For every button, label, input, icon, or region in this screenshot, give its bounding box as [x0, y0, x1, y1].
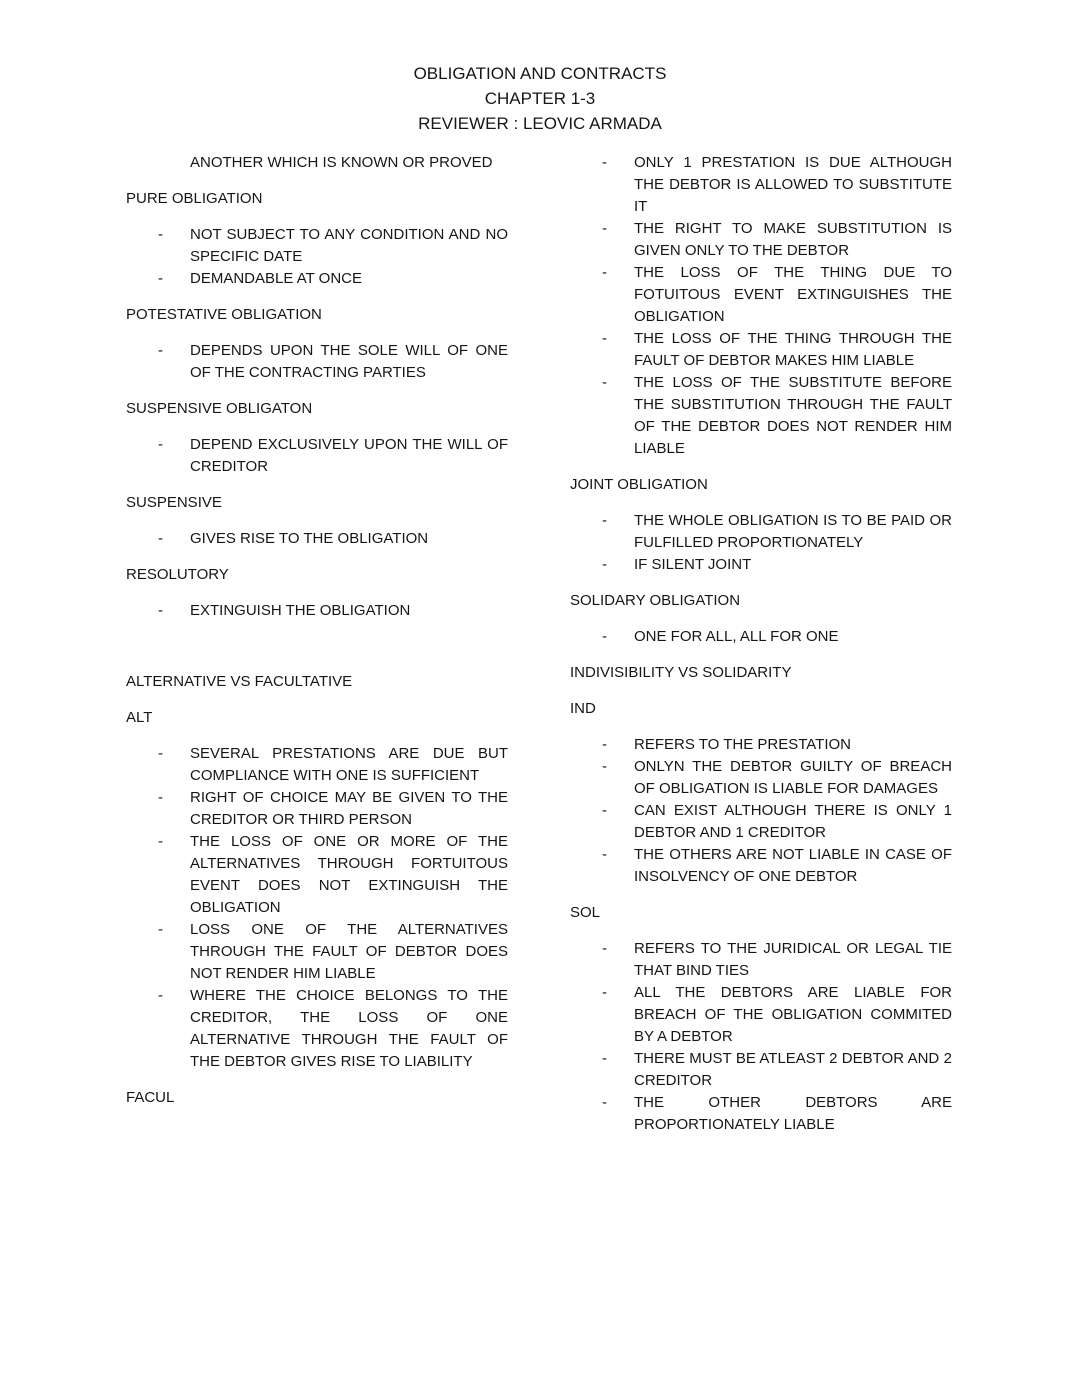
bullet-dash: - — [158, 436, 163, 453]
bullet-dash: - — [602, 802, 607, 819]
bullet-item — [570, 218, 952, 262]
bullet-item — [570, 938, 952, 982]
left-column — [126, 152, 508, 1136]
bullet-item — [126, 268, 508, 290]
bullet-item — [126, 224, 508, 268]
bullet-text: REFERS TO THE PRESTATION — [634, 736, 851, 753]
bullet-text: DEPENDS UPON THE SOLE WILL OF ONE OF THE CONTRACTING PARTIES — [190, 342, 508, 381]
bullet-text: RIGHT OF CHOICE MAY BE GIVEN TO THE CREDITOR OR THIRD PERSON — [190, 789, 508, 828]
bullet-dash: - — [602, 154, 607, 171]
bullet-text: IF SILENT JOINT — [634, 556, 752, 573]
bullet-item — [570, 152, 952, 218]
heading-solidary-obligation: SOLIDARY OBLIGATION — [570, 592, 741, 609]
title-line-2: CHAPTER 1-3 — [484, 89, 596, 108]
bullet-text: REFERS TO THE JURIDICAL OR LEGAL TIE THAT BIND TIES — [634, 940, 952, 979]
bullet-dash: - — [602, 220, 607, 237]
bullet-item — [126, 600, 508, 622]
bullet-item — [570, 372, 952, 460]
bullet-item — [126, 787, 508, 831]
heading-sol: SOL — [570, 904, 601, 921]
bullet-item — [570, 982, 952, 1048]
bullet-dash: - — [158, 987, 163, 1004]
bullet-item — [570, 262, 952, 328]
bullet-item — [570, 800, 952, 844]
bullet-dash: - — [602, 758, 607, 775]
bullet-dash: - — [158, 921, 163, 938]
bullet-text: NOT SUBJECT TO ANY CONDITION AND NO SPECIFIC DATE — [190, 226, 508, 265]
bullet-text: CAN EXIST ALTHOUGH THERE IS ONLY 1 DEBTOR AND 1 CREDITOR — [634, 802, 952, 841]
bullet-item — [570, 554, 952, 576]
heading-indivisibility-vs-solidarity: INDIVISIBILITY VS SOLIDARITY — [570, 664, 792, 681]
heading-resolutory: RESOLUTORY — [126, 566, 229, 583]
bullet-dash: - — [602, 1050, 607, 1067]
bullet-dash: - — [602, 984, 607, 1001]
bullet-dash: - — [602, 512, 607, 529]
bullet-dash: - — [602, 628, 607, 645]
bullet-dash: - — [602, 846, 607, 863]
bullet-text: THE RIGHT TO MAKE SUBSTITUTION IS GIVEN ONLY TO THE DEBTOR — [634, 220, 952, 259]
bullet-text: THE LOSS OF THE THING THROUGH THE FAULT OF DEBTOR MAKES HIM LIABLE — [634, 330, 952, 369]
heading-suspensive: SUSPENSIVE — [126, 494, 222, 511]
bullet-dash: - — [602, 940, 607, 957]
bullet-item — [570, 626, 952, 648]
bullet-item — [126, 528, 508, 550]
bullet-item — [570, 328, 952, 372]
continuation-paragraph: ANOTHER WHICH IS KNOWN OR PROVED — [190, 154, 493, 171]
bullet-dash: - — [602, 264, 607, 281]
bullet-item — [570, 844, 952, 888]
bullet-dash: - — [158, 745, 163, 762]
bullet-text: ONLY 1 PRESTATION IS DUE ALTHOUGH THE DEBTOR IS ALLOWED TO SUBSTITUTE IT — [634, 154, 952, 215]
document-title — [0, 61, 1080, 136]
bullet-text: THE LOSS OF ONE OR MORE OF THE ALTERNATIVES THROUGH FORTUITOUS EVENT DOES NOT EXTINGUISH THE OBLIGATION — [190, 833, 508, 916]
bullet-dash: - — [602, 1094, 607, 1111]
bullet-dash: - — [158, 789, 163, 806]
heading-alternative-vs-facultative: ALTERNATIVE VS FACULTATIVE — [126, 673, 353, 690]
bullet-dash: - — [158, 342, 163, 359]
bullet-item — [570, 1092, 952, 1136]
title-line-3: REVIEWER : LEOVIC ARMADA — [418, 114, 662, 133]
heading-alt: ALT — [126, 709, 153, 726]
bullet-dash: - — [158, 602, 163, 619]
bullet-text: LOSS ONE OF THE ALTERNATIVES THROUGH THE FAULT OF DEBTOR DOES NOT RENDER HIM LIABLE — [190, 921, 508, 982]
title-line-1: OBLIGATION AND CONTRACTS — [413, 64, 667, 83]
bullet-item — [126, 831, 508, 919]
bullet-text: THE LOSS OF THE THING DUE TO FOTUITOUS EVENT EXTINGUISHES THE OBLIGATION — [634, 264, 952, 325]
bullet-dash: - — [602, 374, 607, 391]
bullet-text: THE OTHERS ARE NOT LIABLE IN CASE OF INSOLVENCY OF ONE DEBTOR — [634, 846, 952, 885]
bullet-item — [570, 510, 952, 554]
bullet-dash: - — [158, 833, 163, 850]
heading-potestative-obligation: POTESTATIVE OBLIGATION — [126, 306, 322, 323]
bullet-text: WHERE THE CHOICE BELONGS TO THE CREDITOR, THE LOSS OF ONE ALTERNATIVE THROUGH THE FAULT OF THE DEBTOR GIVES RISE TO LIABILITY — [190, 987, 508, 1070]
heading-suspensive-obligation: SUSPENSIVE OBLIGATON — [126, 400, 313, 417]
bullet-dash: - — [602, 736, 607, 753]
bullet-text: THE LOSS OF THE SUBSTITUTE BEFORE THE SUBSTITUTION THROUGH THE FAULT OF THE DEBTOR DOES NOT RENDER HIM LIABLE — [634, 374, 952, 457]
bullet-dash: - — [602, 330, 607, 347]
bullet-item — [126, 743, 508, 787]
bullet-text: ALL THE DEBTORS ARE LIABLE FOR BREACH OF THE OBLIGATION COMMITED BY A DEBTOR — [634, 984, 952, 1045]
bullet-dash: - — [158, 270, 163, 287]
bullet-item — [570, 756, 952, 800]
bullet-text: THERE MUST BE ATLEAST 2 DEBTOR AND 2 CREDITOR — [634, 1050, 952, 1089]
bullet-text: ONE FOR ALL, ALL FOR ONE — [634, 628, 839, 645]
two-column-body — [126, 152, 952, 1136]
bullet-text: THE WHOLE OBLIGATION IS TO BE PAID OR FULFILLED PROPORTIONATELY — [634, 512, 952, 551]
bullet-text: THE OTHER DEBTORS ARE PROPORTIONATELY LIABLE — [634, 1094, 952, 1133]
bullet-dash: - — [158, 530, 163, 547]
bullet-item — [126, 985, 508, 1073]
heading-facul: FACUL — [126, 1089, 175, 1106]
bullet-item — [570, 1048, 952, 1092]
bullet-item — [126, 434, 508, 478]
right-column — [570, 152, 952, 1136]
bullet-text: EXTINGUISH THE OBLIGATION — [190, 602, 411, 619]
bullet-item — [126, 340, 508, 384]
bullet-dash: - — [158, 226, 163, 243]
bullet-item — [126, 919, 508, 985]
heading-ind: IND — [570, 700, 596, 717]
bullet-item — [570, 734, 952, 756]
heading-joint-obligation: JOINT OBLIGATION — [570, 476, 708, 493]
bullet-text: DEMANDABLE AT ONCE — [190, 270, 362, 287]
bullet-dash: - — [602, 556, 607, 573]
bullet-text: GIVES RISE TO THE OBLIGATION — [190, 530, 429, 547]
bullet-text: ONLYN THE DEBTOR GUILTY OF BREACH OF OBLIGATION IS LIABLE FOR DAMAGES — [634, 758, 952, 797]
bullet-text: SEVERAL PRESTATIONS ARE DUE BUT COMPLIANCE WITH ONE IS SUFFICIENT — [190, 745, 508, 784]
bullet-text: DEPEND EXCLUSIVELY UPON THE WILL OF CREDITOR — [190, 436, 508, 475]
vertical-gap — [126, 622, 508, 657]
heading-pure-obligation: PURE OBLIGATION — [126, 190, 263, 207]
